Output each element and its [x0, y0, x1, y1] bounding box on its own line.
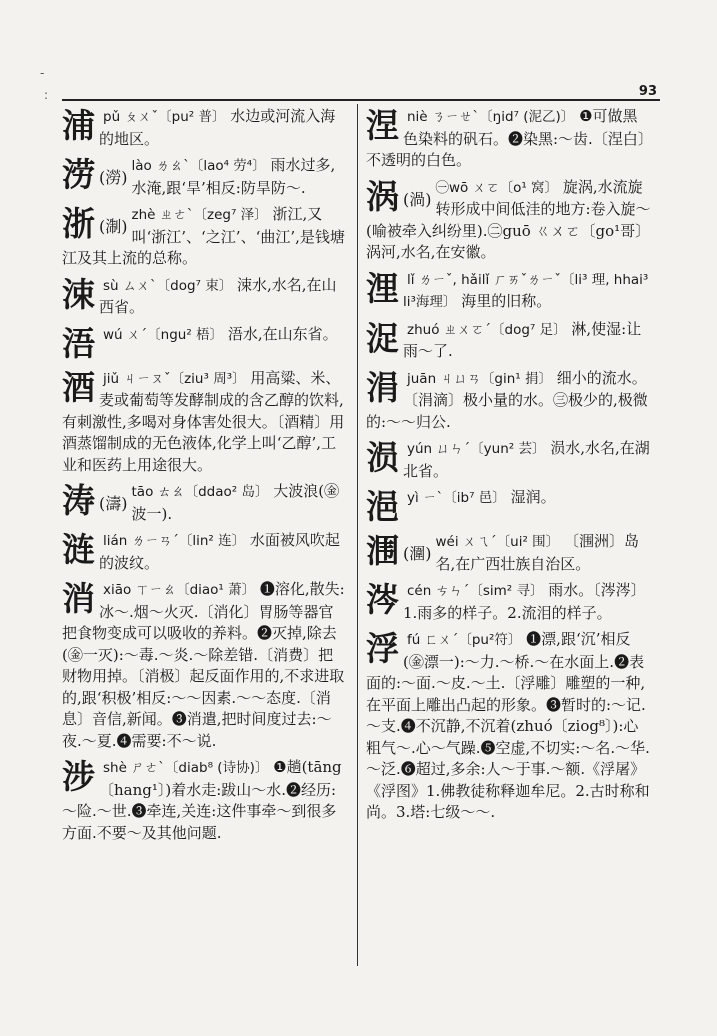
entry-head-char: 浯 — [62, 323, 95, 363]
dictionary-entry — [366, 629, 651, 824]
dictionary-entry — [366, 531, 651, 575]
entry-pronunciation: shè ㄕㄜˋ〔diab⁸ (诗协)〕 — [103, 760, 269, 776]
entry-variant: (濤) — [99, 494, 128, 513]
entry-pronunciation: jiǔ ㄐㄧㄡˇ〔ziu³ 周³〕 — [103, 370, 246, 387]
entry-head-char: 涔 — [366, 580, 399, 619]
entry-definition: 淋,使湿:让雨～了. — [403, 319, 642, 360]
entry-definition: 细小的流水。〔涓滴〕极小量的水。㊂极少的,极微的:～～归公. — [366, 368, 648, 431]
entry-pronunciation: cén ㄘㄣˊ〔sim² 寻〕 — [407, 583, 544, 599]
entry-definition: 大波浪(㊎波一). — [131, 482, 340, 523]
entry-pronunciation: wú ㄨˊ〔ngu² 梧〕 — [103, 326, 224, 343]
entry-definition: 海里的旧称。 — [461, 292, 552, 310]
entry-variant: (澇) — [99, 168, 128, 187]
entry-definition: 雨水过多,水淹,跟‘旱’相反:防旱防～. — [131, 156, 336, 197]
entry-head-char: 浙 — [62, 204, 95, 243]
dictionary-entry — [62, 579, 347, 752]
scan-speck: - — [40, 66, 45, 80]
entry-definition: ❶可做黑色染料的矾石。❷染黑:～齿.〔涅白〕不透明的白色。 — [366, 107, 646, 169]
dictionary-entry — [62, 106, 347, 150]
dictionary-entry — [366, 487, 651, 526]
entry-variant: (淛) — [99, 217, 128, 236]
entry-pronunciation: zhè ㄓㄜˋ〔zeg⁷ 泽〕 — [131, 207, 268, 223]
dictionary-entry — [366, 177, 651, 264]
entry-head-char: 涛 — [62, 481, 95, 520]
entry-pronunciation: sù ㄙㄨˋ〔dog⁷ 束〕 — [103, 277, 233, 294]
entry-head-char: 涠 — [366, 531, 399, 570]
entry-pronunciation: lián ㄌㄧㄢˊ〔lin² 连〕 — [103, 533, 246, 549]
entry-pronunciation: pǔ ㄆㄨˇ〔pu² 普〕 — [103, 109, 226, 125]
entry-definition: 涢水,水名,在湖北省。 — [403, 439, 650, 480]
entry-head-char: 浬 — [366, 268, 399, 308]
dictionary-entry — [366, 580, 651, 624]
entry-pronunciation: lào ㄌㄠˋ〔lao⁴ 劳⁴〕 — [131, 158, 266, 174]
dictionary-entry — [62, 481, 347, 525]
entry-definition: ❶漂,跟‘沉’相反(㊎漂一):～力.～桥.～在水面上.❷表面的:～面.～皮.～土.〔浮雕〕雕塑的一种,在平面上雕出凸起的形象。❸暂时的:～记.～支.❹不沉静,不沉着(zhuó〔ziog⁸〕):心粗气～.心～气躁.❺空虚,不切实:～名.～华.～泛.❻超过,多余:人～于事.～额.《浮屠》《浮图》1.佛教徒称释迦牟尼。2.古时称和尚。3.塔:七级～～. — [366, 630, 650, 821]
entry-definition: 湿润。 — [510, 488, 556, 506]
entry-pronunciation: fú ㄈㄨˊ〔pu²符〕 — [407, 632, 522, 648]
dictionary-entry — [366, 319, 651, 363]
dictionary-entry — [366, 269, 651, 314]
entry-definition: ❶溶化,散失:冰～.烟～火灭.〔消化〕胃肠等器官把食物变成可以吸收的养料。❷灭掉,除去(㊎一灭):～毒.～炎.～除差错.〔消费〕把财物用掉。〔消极〕起反面作用的,不求进取的,跟‘积极’相反:～～因素.～～态度.〔消息〕音信,新闻。❸消遣,把时间度过去:～夜.～夏.❹需要:不～说. — [62, 580, 345, 750]
entry-variant: (渦) — [403, 189, 432, 209]
dictionary-entry — [62, 530, 347, 574]
entry-head-char: 浮 — [366, 629, 399, 668]
entry-definition: 用高粱、米、麦或葡萄等发酵制成的含乙醇的饮料,有刺激性,多喝对身体害处很大。〔酒精〕用酒蒸馏制成的无色液体,化学上叫‘乙醇’,工业和医药上用途很大。 — [62, 368, 345, 474]
dictionary-entry — [62, 324, 347, 363]
entry-definition: ❶趟(tāng〔hang¹〕)着水走:跋山～水.❷经历:～险.～世.❸牵连,关连:这件事牵～到很多方面.不要～及其他问题. — [62, 758, 342, 842]
column-divider — [357, 104, 358, 966]
entry-definition: 涑水,水名,在山西省。 — [99, 275, 337, 316]
entry-head-char: 涉 — [62, 757, 95, 796]
entry-variant: (潿) — [403, 544, 432, 563]
page-number: 93 — [638, 84, 657, 99]
entry-head-char: 消 — [62, 579, 95, 618]
entry-definition: 雨水。〔涔涔〕1.雨多的样子。2.流泪的样子。 — [403, 581, 646, 622]
entry-definition: 水边或河流入海的地区。 — [99, 107, 336, 148]
entry-pronunciation: juān ㄐㄩㄢ〔gin¹ 捐〕 — [407, 370, 553, 387]
dictionary-entry — [366, 368, 651, 434]
entry-pronunciation: tāo ㄊㄠ〔ddao² 岛〕 — [131, 484, 269, 500]
entry-pronunciation: niè ㄋㄧㄝˋ〔ŋid⁷ (泥乙)〕 — [407, 109, 575, 125]
dictionary-entry — [62, 204, 347, 270]
entry-head-char: 涡 — [366, 176, 399, 216]
scan-speck: : — [44, 88, 49, 102]
entry-definition: 水面被风吹起的波纹。 — [99, 531, 340, 572]
dictionary-entry — [366, 438, 651, 482]
entry-pronunciation: yún ㄩㄣˊ〔yun² 芸〕 — [407, 441, 546, 457]
entry-head-char: 涑 — [62, 274, 95, 314]
entry-head-char: 浦 — [62, 106, 95, 145]
header-rule — [62, 99, 660, 101]
dictionary-entry — [62, 275, 347, 319]
entry-head-char: 酒 — [62, 367, 95, 407]
entry-head-char: 涅 — [366, 106, 399, 145]
entry-head-char: 涟 — [62, 530, 95, 569]
entry-definition: 浯水,在山东省。 — [227, 324, 338, 343]
dictionary-entry — [62, 757, 347, 844]
right-column — [366, 106, 651, 829]
entry-head-char: 涢 — [366, 438, 399, 477]
entry-definition: 浙江,又叫‘浙江’、‘之江’、‘曲江’,是钱塘江及其上流的总称。 — [62, 205, 345, 267]
entry-pronunciation: zhuó ㄓㄨㄛˊ〔dog⁷ 足〕 — [407, 321, 567, 338]
dictionary-entry — [62, 368, 347, 477]
entry-pronunciation: xiāo ㄒㄧㄠ〔diao¹ 萧〕 — [103, 582, 256, 598]
entry-pronunciation: wéi ㄨㄟˊ〔ui² 围〕 — [435, 534, 560, 550]
entry-pronunciation: yì ㄧˋ〔ib⁷ 邑〕 — [407, 490, 506, 506]
dictionary-entry — [62, 155, 347, 199]
entry-definition: 〔涠洲〕岛名,在广西壮族自治区。 — [435, 532, 639, 573]
entry-definition: 旋涡,水流旋转形成中间低洼的地方:卷入旋～(喻被牵入纠纷里).㊁guō ㄍㄨㄛ〔go¹哥〕涡河,水名,在安徽。 — [366, 177, 651, 261]
dictionary-entry — [366, 106, 651, 172]
left-column — [62, 106, 347, 849]
entry-head-char: 涓 — [366, 367, 399, 407]
entry-head-char: 浞 — [366, 318, 399, 358]
entry-head-char: 浥 — [366, 487, 399, 526]
entry-pronunciation: lǐ ㄌㄧˇ, hǎilǐ ㄏㄞˇㄌㄧˇ〔li³ 理, hhai³ li³海理〕 — [403, 271, 649, 310]
entry-pronunciation: ㊀wō ㄨㄛ〔o¹ 窝〕 — [435, 179, 559, 196]
entry-head-char: 涝 — [62, 155, 95, 194]
